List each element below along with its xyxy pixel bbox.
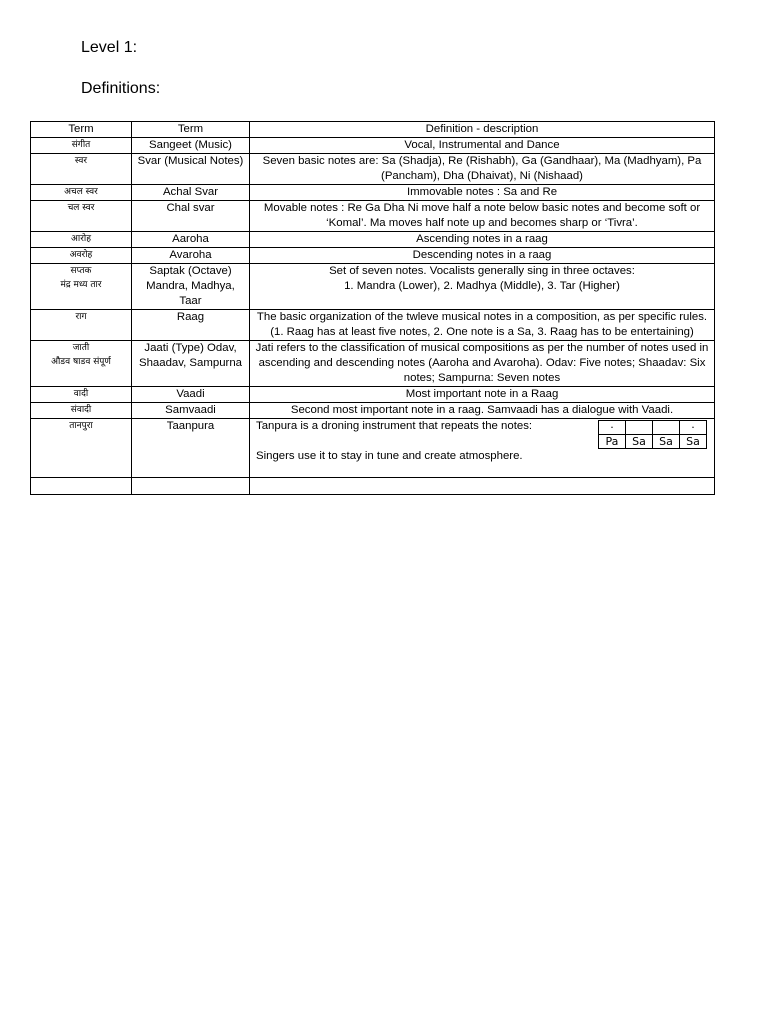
- definitions-table: [30, 121, 715, 495]
- table-row: [31, 248, 715, 264]
- empty-cell: [132, 478, 250, 495]
- note-cell: Sa: [653, 435, 680, 449]
- definition: Most important note in a Raag: [250, 387, 715, 403]
- table-row-tanpura: [31, 419, 715, 478]
- term: Taanpura: [132, 419, 250, 478]
- definition: Movable notes : Re Ga Dha Ni move half a note below basic notes and become soft or ‘Komal’. Ma moves half note up and becomes sharp or ‘Tivra’.: [250, 201, 715, 232]
- hindi-term: सप्तक मंद्र मध्य तार: [31, 264, 132, 310]
- table-row: [31, 310, 715, 341]
- term: Avaroha: [132, 248, 250, 264]
- table-row: [31, 201, 715, 232]
- table-row: [31, 232, 715, 248]
- hindi-term: आरोह: [31, 232, 132, 248]
- note-octave-dot: .: [599, 421, 626, 435]
- hindi-term: चल स्वर: [31, 201, 132, 232]
- empty-cell: [250, 478, 715, 495]
- term: Chal svar: [132, 201, 250, 232]
- note-octave-dot: [653, 421, 680, 435]
- hindi-term: वादी: [31, 387, 132, 403]
- table-row: [31, 138, 715, 154]
- definition: Set of seven notes. Vocalists generally sing in three octaves: 1. Mandra (Lower), 2. Madhya (Middle), 3. Tar (Higher): [250, 264, 715, 310]
- tanpura-description: Tanpura is a droning instrument that repeats the notes:: [256, 420, 533, 432]
- definition: Seven basic notes are: Sa (Shadja), Re (Rishabh), Ga (Gandhaar), Ma (Madhyam), Pa (Pancham), Dha (Dhaivat), Ni (Nishaad): [250, 154, 715, 185]
- tanpura-usage: Singers use it to stay in tune and create atmosphere.: [256, 450, 523, 462]
- term: Vaadi: [132, 387, 250, 403]
- hindi-term: राग: [31, 310, 132, 341]
- definition: Immovable notes : Sa and Re: [250, 185, 715, 201]
- note-cell: Sa: [680, 435, 707, 449]
- hindi-term: अवरोह: [31, 248, 132, 264]
- tanpura-notes-table: [598, 420, 707, 449]
- term: Sangeet (Music): [132, 138, 250, 154]
- hindi-term: अचल स्वर: [31, 185, 132, 201]
- definition: Second most important note in a raag. Samvaadi has a dialogue with Vaadi.: [250, 403, 715, 419]
- term: Saptak (Octave) Mandra, Madhya, Taar: [132, 264, 250, 310]
- header-hindi-term: Term: [31, 122, 132, 138]
- term: Samvaadi: [132, 403, 250, 419]
- term: Svar (Musical Notes): [132, 154, 250, 185]
- hindi-term: संगीत: [31, 138, 132, 154]
- table-row: [31, 185, 715, 201]
- term: Jaati (Type) Odav, Shaadav, Sampurna: [132, 341, 250, 387]
- definition: [250, 419, 715, 478]
- hindi-term: तानपुरा: [31, 419, 132, 478]
- note-octave-dot: .: [680, 421, 707, 435]
- header-definition: Definition - description: [250, 122, 715, 138]
- definition: Jati refers to the classification of musical compositions as per the number of notes used in ascending and descending notes (Aaroha and Avaroha). Odav: Five notes; Shaadav: Six notes; Sampurna: Seven notes: [250, 341, 715, 387]
- term: Raag: [132, 310, 250, 341]
- term: Aaroha: [132, 232, 250, 248]
- definitions-heading: Definitions:: [81, 80, 161, 97]
- empty-cell: [31, 478, 132, 495]
- table-row: [31, 264, 715, 310]
- term: Achal Svar: [132, 185, 250, 201]
- hindi-term: स्वर: [31, 154, 132, 185]
- hindi-term: जाती औडव षाडव संपूर्ण: [31, 341, 132, 387]
- definition: Ascending notes in a raag: [250, 232, 715, 248]
- table-header-row: [31, 122, 715, 138]
- empty-row: [31, 478, 715, 495]
- table-row: [31, 341, 715, 387]
- header-term: Term: [132, 122, 250, 138]
- definition: Descending notes in a raag: [250, 248, 715, 264]
- definition: Vocal, Instrumental and Dance: [250, 138, 715, 154]
- definition: The basic organization of the twleve musical notes in a composition, as per specific rules. (1. Raag has at least five notes, 2. One note is a Sa, 3. Raag has to be entertaining): [250, 310, 715, 341]
- note-cell: Sa: [626, 435, 653, 449]
- note-octave-dot: [626, 421, 653, 435]
- table-row: [31, 387, 715, 403]
- note-cell: Pa: [599, 435, 626, 449]
- table-row: [31, 154, 715, 185]
- level-heading: Level 1:: [81, 39, 138, 56]
- hindi-term: संवादी: [31, 403, 132, 419]
- table-row: [31, 403, 715, 419]
